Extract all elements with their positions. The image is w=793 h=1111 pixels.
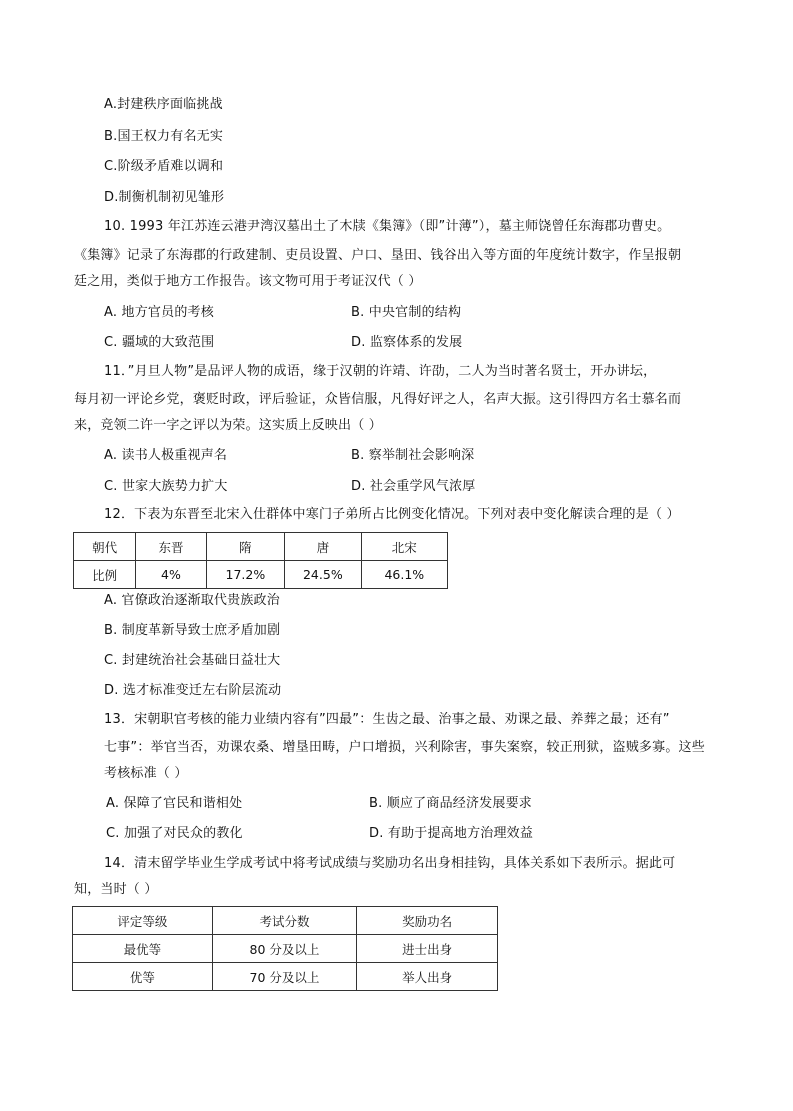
q14-cell: 优等 <box>73 963 213 991</box>
q11-option-b: B. 察举制社会影响深 <box>351 448 475 463</box>
q12-header-cell: 北宋 <box>361 533 447 561</box>
q12-data-cell: 4% <box>136 561 206 589</box>
q9-option-a: A.封建秩序面临挑战 <box>104 97 223 112</box>
q13-option-d: D. 有助于提高地方治理效益 <box>369 826 534 841</box>
q11-stem-line-1: 11．”月旦人物”是品评人物的成语，缘于汉朝的许靖、许劭，二人为当时著名贤士，开办讲坛， <box>104 364 657 379</box>
q13-option-b: B. 顺应了商品经济发展要求 <box>369 796 532 811</box>
q12-table-header-row <box>74 533 448 561</box>
q12-table <box>73 532 448 589</box>
q12-data-cell: 46.1% <box>361 561 447 589</box>
q13-stem-line-1: 13．宋朝职官考核的能力业绩内容有”四最”：生齿之最、治事之最、劝课之最、养葬之最；还有” <box>104 712 670 727</box>
q14-cell: 进士出身 <box>357 935 498 963</box>
q10-stem-line-1: 10. 1993 年江苏连云港尹湾汉墓出土了木牍《集簿》（即”计薄”），墓主师饶曾任东海郡功曹史。 <box>104 219 671 234</box>
q14-header-cell: 考试分数 <box>212 907 357 935</box>
q14-table-row <box>73 963 498 991</box>
q9-option-b: B.国王权力有名无实 <box>104 129 224 144</box>
q14-stem-line-2: 知，当时（ ） <box>74 882 158 897</box>
q14-cell: 举人出身 <box>357 963 498 991</box>
q12-header-cell: 隋 <box>206 533 284 561</box>
q12-option-c: C. 封建统治社会基础日益壮大 <box>104 653 281 668</box>
q9-option-d: D.制衡机制初见雏形 <box>104 190 225 205</box>
q10-stem-line-2: 《集簿》记录了东海郡的行政建制、吏员设置、户口、垦田、钱谷出入等方面的年度统计数字，作呈报朝 <box>74 248 682 263</box>
q10-option-c: C. 疆域的大致范围 <box>104 335 215 350</box>
q13-option-c: C. 加强了对民众的教化 <box>106 826 243 841</box>
q13-option-a: A. 保障了官民和谐相处 <box>106 796 243 811</box>
q10-stem-line-3: 廷之用，类似于地方工作报告。该文物可用于考证汉代（ ） <box>74 274 422 289</box>
q12-header-cell: 朝代 <box>74 533 136 561</box>
q14-cell: 最优等 <box>73 935 213 963</box>
q12-option-a: A. 官僚政治逐渐取代贵族政治 <box>104 593 280 608</box>
q12-header-cell: 东晋 <box>136 533 206 561</box>
q11-option-a: A. 读书人极重视声名 <box>104 448 228 463</box>
q10-option-a: A. 地方官员的考核 <box>104 305 214 320</box>
q9-option-c: C.阶级矛盾难以调和 <box>104 159 224 174</box>
q12-table-data-row <box>74 561 448 589</box>
q10-option-d: D. 监察体系的发展 <box>351 335 463 350</box>
q11-option-d: D. 社会重学风气浓厚 <box>351 479 476 494</box>
q12-option-b: B. 制度革新导致士庶矛盾加剧 <box>104 623 281 638</box>
q12-data-cell: 比例 <box>74 561 136 589</box>
q13-stem-line-2: 七事”：举官当否，劝课农桑、增垦田畴，户口增损，兴利除害，事失案察，较正刑狱，盗贼多寡。这些 <box>104 740 705 755</box>
q12-header-cell: 唐 <box>285 533 362 561</box>
q14-table <box>72 906 498 991</box>
q14-table-header-row <box>73 907 498 935</box>
q11-stem-line-3: 来，竞领二许一字之评以为荣。这实质上反映出（ ） <box>74 418 382 433</box>
q14-table-row <box>73 935 498 963</box>
q14-stem-line-1: 14．清末留学毕业生学成考试中将考试成绩与奖励功名出身相挂钩，具体关系如下表所示。据此可 <box>104 856 676 871</box>
q12-option-d: D. 选才标准变迁左右阶层流动 <box>104 683 282 698</box>
q13-stem-line-3: 考核标准（ ） <box>104 766 188 781</box>
q10-option-b: B. 中央官制的结构 <box>351 305 462 320</box>
q11-stem-line-2: 每月初一评论乡党，褒贬时政，评后验证，众皆信服，凡得好评之人，名声大振。这引得四方名士慕名而 <box>74 392 682 407</box>
q14-header-cell: 奖励功名 <box>357 907 498 935</box>
q12-data-cell: 17.2% <box>206 561 284 589</box>
q14-cell: 80 分及以上 <box>212 935 357 963</box>
q12-data-cell: 24.5% <box>285 561 362 589</box>
q14-cell: 70 分及以上 <box>212 963 357 991</box>
q12-stem: 12．下表为东晋至北宋入仕群体中寒门子弟所占比例变化情况。下列对表中变化解读合理的是（ ） <box>104 507 680 522</box>
q14-header-cell: 评定等级 <box>73 907 213 935</box>
q11-option-c: C. 世家大族势力扩大 <box>104 479 228 494</box>
